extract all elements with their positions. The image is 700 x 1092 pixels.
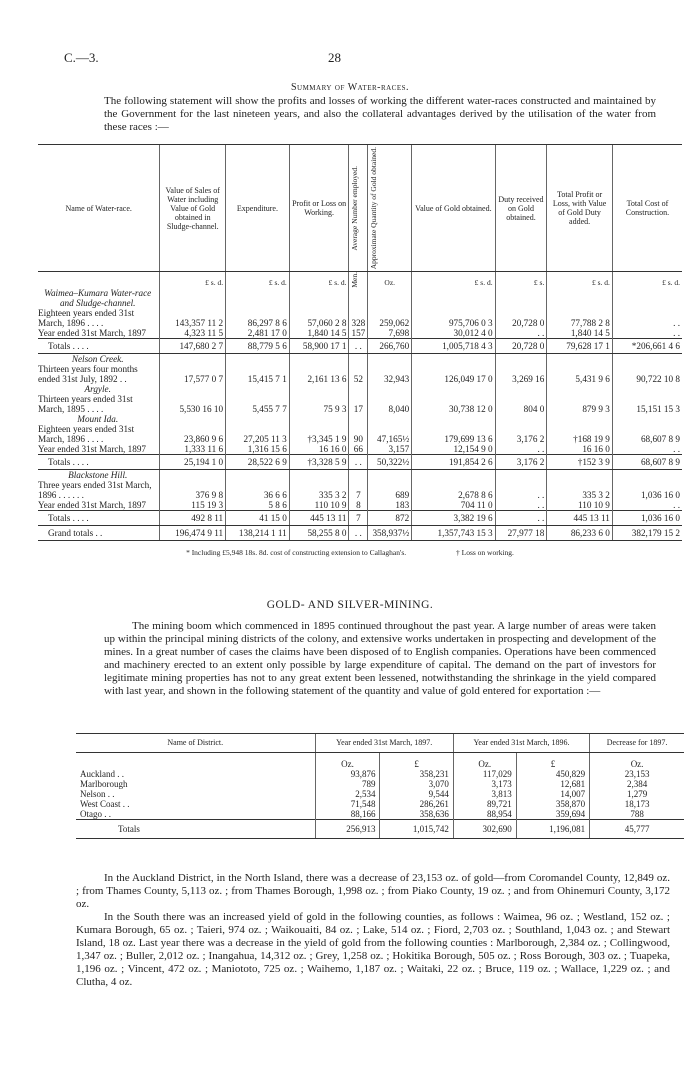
district-row <box>76 799 684 809</box>
water-race-period: Eighteen years ended 31st March, 1896 . . . . <box>38 423 135 444</box>
col-duty-header: Duty received on Gold obtained. <box>495 145 547 272</box>
cell-tprofit: †168 19 9 <box>547 414 613 444</box>
cell-value: 196,474 9 11 <box>160 525 226 540</box>
cell-profit: 445 13 11 <box>289 510 349 525</box>
water-race-period: Year ended 31st March, 1897 <box>38 327 147 338</box>
water-race-period: Grand totals . . <box>48 527 103 538</box>
water-race-name <box>38 384 160 414</box>
cell-men: 8 <box>349 500 368 511</box>
water-race-period: Totals . . . . <box>48 340 89 351</box>
district-val96: 359,694 <box>516 809 589 820</box>
district-oz97: 789 <box>315 779 380 789</box>
water-race-row <box>38 444 682 455</box>
cell-profit: †3,345 1 9 <box>289 414 349 444</box>
cell-qty: 32,943 <box>368 353 412 384</box>
gold-total-oz97: 256,913 <box>315 820 380 839</box>
district-row <box>76 789 684 799</box>
water-races-table <box>38 144 682 541</box>
gold-mining-paragraphs <box>76 872 670 989</box>
gold-mining-intro-text: The mining boom which commenced in 1895 continued throughout the past year. A large number of areas were taken up within the principal mining districts of the colony, and extensive works undertaken in prospecting and development of the mines. In a great number of cases the claims have been disposed of to English companies. Operations have been commenced and machinery erected to an extent only possible by large expenditure of capital. The demand on the part of investors for legitimate mining properties has not to any great extent been lessened, notwithstanding the shrinkage in the yield compared with last year, and shown in the following statement of the quantity and value of gold entered for exportation :— <box>104 620 656 697</box>
district-val97: 358,636 <box>380 809 453 820</box>
cell-qty: 266,760 <box>368 338 412 353</box>
col-qty-header-text: Approximate Quantity of Gold obtained. <box>369 147 379 270</box>
cell-men: . . <box>349 525 368 540</box>
cell-value: 115 19 3 <box>160 500 226 511</box>
year-1896-header: Year ended 31st March, 1896. <box>453 734 589 753</box>
water-table-header-row <box>38 145 682 272</box>
cell-value: 1,333 11 6 <box>160 444 226 455</box>
district-val97: 286,261 <box>380 799 453 809</box>
water-race-name <box>38 338 160 353</box>
cell-exp: 138,214 1 11 <box>226 525 290 540</box>
cell-duty: 3,176 2 <box>495 414 547 444</box>
cell-men: 7 <box>349 510 368 525</box>
cell-gold: 3,382 19 6 <box>412 510 495 525</box>
unit-lsd: £ s. d. <box>547 272 613 288</box>
cell-gold: 1,005,718 4 3 <box>412 338 495 353</box>
page-header <box>64 50 640 66</box>
district-oz97: 71,548 <box>315 799 380 809</box>
cell-duty: 20,728 0 <box>495 338 547 353</box>
district-oz96: 3,173 <box>453 779 516 789</box>
cell-duty: . . <box>495 469 547 500</box>
water-race-title: Waimea–Kumara Water-race and Sludge-channel. <box>44 287 152 308</box>
water-races-intro <box>104 95 656 134</box>
col-total-profit-header: Total Profit or Loss, with Value of Gold Duty added. <box>547 145 613 272</box>
cell-duty: . . <box>495 328 547 339</box>
water-race-name <box>38 525 160 540</box>
cell-gold: 179,699 13 6 <box>412 414 495 444</box>
gold-mining-intro <box>104 620 656 698</box>
water-race-title: Mount Ida. <box>77 413 119 424</box>
totals-row <box>38 338 682 353</box>
cell-exp: 5 8 6 <box>226 500 290 511</box>
col-men-header-text: Average Number employed. <box>350 165 360 251</box>
cell-value: 492 8 11 <box>160 510 226 525</box>
district-val96: 14,007 <box>516 789 589 799</box>
cell-qty: 3,157 <box>368 444 412 455</box>
unit-oz: Oz. <box>590 753 684 770</box>
cell-profit: 2,161 13 6 <box>289 353 349 384</box>
cell-tprofit: 1,840 14 5 <box>547 328 613 339</box>
cell-duty: 27,977 18 <box>495 525 547 540</box>
unit-men: Men. <box>350 272 360 288</box>
totals-row <box>38 510 682 525</box>
water-race-name <box>38 469 160 500</box>
gold-total-val96: 1,196,081 <box>516 820 589 839</box>
cell-exp: 86,297 8 6 <box>226 288 290 328</box>
cell-profit: 58,255 8 0 <box>289 525 349 540</box>
col-cost-header: Total Cost of Construction. <box>612 145 682 272</box>
cell-tprofit: 77,788 2 8 <box>547 288 613 328</box>
gold-table-body <box>76 769 684 820</box>
district-name: Auckland . . <box>80 769 124 779</box>
water-race-row <box>38 353 682 384</box>
unit-oz: Oz. <box>368 272 412 288</box>
cell-cost: 68,607 8 9 <box>612 454 682 469</box>
cell-qty: 358,937½ <box>368 525 412 540</box>
water-race-period: Thirteen years four months ended 31st July, 1892 . . <box>38 363 138 384</box>
district-dec: 1,279 <box>590 789 684 799</box>
cell-profit: 335 3 2 <box>289 469 349 500</box>
water-race-period: Year ended 31st March, 1897 <box>38 499 147 510</box>
cell-cost: 15,151 15 3 <box>612 384 682 414</box>
gold-mining-title: GOLD- AND SILVER-MINING. <box>266 599 434 611</box>
district-row <box>76 769 684 779</box>
footnote-dagger: † Loss on working. <box>456 548 514 557</box>
water-race-name <box>38 510 160 525</box>
cell-exp: 5,455 7 7 <box>226 384 290 414</box>
water-race-row <box>38 288 682 328</box>
cell-tprofit: 86,233 6 0 <box>547 525 613 540</box>
cell-exp: 1,316 15 6 <box>226 444 290 455</box>
water-race-period: Year ended 31st March, 1897 <box>38 443 147 454</box>
cell-value: 23,860 9 6 <box>160 414 226 444</box>
cell-tprofit: 445 13 11 <box>547 510 613 525</box>
cell-tprofit: 335 3 2 <box>547 469 613 500</box>
cell-cost: 382,179 15 2 <box>612 525 682 540</box>
cell-gold: 126,049 17 0 <box>412 353 495 384</box>
cell-tprofit: 16 16 0 <box>547 444 613 455</box>
water-race-title: Nelson Creek. <box>71 353 124 364</box>
cell-value: 17,577 0 7 <box>160 353 226 384</box>
cell-duty: 3,269 16 <box>495 353 547 384</box>
unit-pound: £ <box>380 753 453 770</box>
district-name: Otago . . <box>80 809 111 819</box>
cell-duty: 3,176 2 <box>495 454 547 469</box>
cell-gold: 1,357,743 15 3 <box>412 525 495 540</box>
cell-duty: 804 0 <box>495 384 547 414</box>
cell-tprofit: 5,431 9 6 <box>547 353 613 384</box>
cell-exp: 88,779 5 6 <box>226 338 290 353</box>
cell-profit: 57,060 2 8 <box>289 288 349 328</box>
document-reference: C.—3. <box>64 50 99 65</box>
cell-qty: 872 <box>368 510 412 525</box>
water-race-title: Blackstone Hill. <box>68 469 128 480</box>
cell-gold: 704 11 0 <box>412 500 495 511</box>
col-name-header: Name of Water-race. <box>38 145 160 272</box>
cell-tprofit: 110 10 9 <box>547 500 613 511</box>
cell-cost: . . <box>612 328 682 339</box>
district-name: Nelson . . <box>80 789 115 799</box>
gold-units-row <box>76 753 684 770</box>
cell-gold: 191,854 2 6 <box>412 454 495 469</box>
cell-qty: 47,165½ <box>368 414 412 444</box>
cell-value: 25,194 1 0 <box>160 454 226 469</box>
district-val96: 358,870 <box>516 799 589 809</box>
col-value-header: Value of Sales of Water including Value of Gold obtained in Sludge-channel. <box>160 145 226 272</box>
cell-duty: . . <box>495 510 547 525</box>
cell-gold: 30,012 4 0 <box>412 328 495 339</box>
unit-lsd: £ s. d. <box>160 272 226 288</box>
footnote-asterisk: * Including £5,948 18s. 8d. cost of constructing extension to Callaghan's. <box>186 548 407 557</box>
cell-cost: *206,661 4 6 <box>612 338 682 353</box>
water-races-intro-text: The following statement will show the profits and losses of working the different water-races constructed and maintained by the Government for the last nineteen years, and also the collateral advantages derived by the utilisation of the water from these races :— <box>104 95 656 133</box>
gold-total-val97: 1,015,742 <box>380 820 453 839</box>
district-dec: 23,153 <box>590 769 684 779</box>
district-oz97: 88,166 <box>315 809 380 820</box>
water-race-name <box>38 500 160 511</box>
page-number: 28 <box>328 50 341 65</box>
water-races-title: Summary of Water-races. <box>290 82 410 93</box>
cell-men: 66 <box>349 444 368 455</box>
cell-gold: 12,154 9 0 <box>412 444 495 455</box>
unit-oz: Oz. <box>315 753 380 770</box>
col-gold-value-header: Value of Gold obtained. <box>412 145 495 272</box>
cell-value: 376 9 8 <box>160 469 226 500</box>
cell-cost: 68,607 8 9 <box>612 414 682 444</box>
cell-men: 52 <box>349 353 368 384</box>
water-race-name <box>38 328 160 339</box>
cell-value: 4,323 11 5 <box>160 328 226 339</box>
cell-tprofit: 879 9 3 <box>547 384 613 414</box>
col-expenditure-header: Expenditure. <box>226 145 290 272</box>
district-val97: 9,544 <box>380 789 453 799</box>
district-oz96: 117,029 <box>453 769 516 779</box>
gold-totals-row <box>76 820 684 839</box>
cell-qty: 259,062 <box>368 288 412 328</box>
water-race-row <box>38 328 682 339</box>
unit-oz: Oz. <box>453 753 516 770</box>
unit-lsd: £ s. d. <box>226 272 290 288</box>
cell-men: . . <box>349 338 368 353</box>
water-race-name <box>38 454 160 469</box>
cell-tprofit: 79,628 17 1 <box>547 338 613 353</box>
south-paragraph: In the South there was an increased yield of gold in the following counties, as follows : Waimea, 96 oz. ; Westland, 152 oz. ; Kumara Borough, 65 oz. ; Taieri, 974 oz. ; Waikouaiti, 84 oz. ; Lake, 514 oz. ; Fiord, 2,703 oz. ; Southland, 1,043 oz. ; and Stewart Island, 18 oz. Last year there was a decrease in the yield of gold from the following counties : Marlborough, 2,384 oz. ; Collingwood, 1,347 oz. ; Buller, 2,012 oz. ; Inangahua, 14,312 oz. ; Grey, 1,258 oz. ; Hokitika Borough, 505 oz. ; Ross Borough, 303 oz. ; Tuapeka, 1,196 oz. ; Vincent, 472 oz. ; Maniototo, 725 oz. ; Waihemo, 1,187 oz. ; Waitaki, 22 oz. ; Bruce, 119 oz. ; Wallace, 1,229 oz. ; and Clutha, 4 oz. <box>76 911 670 988</box>
col-men-header <box>349 145 368 272</box>
district-oz97: 93,876 <box>315 769 380 779</box>
water-table-footnotes <box>0 548 700 557</box>
cell-exp: 27,205 11 3 <box>226 414 290 444</box>
cell-men: 17 <box>349 384 368 414</box>
cell-qty: 50,322½ <box>368 454 412 469</box>
cell-men: 157 <box>349 328 368 339</box>
cell-value: 143,357 11 2 <box>160 288 226 328</box>
district-dec: 2,384 <box>590 779 684 789</box>
cell-profit: 58,900 17 1 <box>289 338 349 353</box>
district-name: Marlborough <box>80 779 128 789</box>
district-val97: 3,070 <box>380 779 453 789</box>
cell-cost: . . <box>612 444 682 455</box>
cell-profit: 75 9 3 <box>289 384 349 414</box>
cell-value: 5,530 16 10 <box>160 384 226 414</box>
water-race-period: Three years ended 31st March, 1896 . . . . . . <box>38 479 152 500</box>
units-row <box>38 272 682 288</box>
cell-value: 147,680 2 7 <box>160 338 226 353</box>
cell-exp: 2,481 17 0 <box>226 328 290 339</box>
water-race-period: Thirteen years ended 31st March, 1895 . . . . <box>38 393 133 414</box>
auckland-paragraph: In the Auckland District, in the North Island, there was a decrease of 23,153 oz. of gold—from Coromandel County, 12,849 oz. ; from Thames County, 5,113 oz. ; from Thames Borough, 1,998 oz. ; from Piako County, 19 oz. ; and from Ohinemuri County, 3,172 oz. <box>76 872 670 910</box>
cell-duty: . . <box>495 500 547 511</box>
cell-profit: †3,328 5 9 <box>289 454 349 469</box>
cell-cost: . . <box>612 288 682 328</box>
water-race-row <box>38 500 682 511</box>
cell-gold: 975,706 0 3 <box>412 288 495 328</box>
water-table-body <box>38 288 682 541</box>
gold-export-table <box>76 733 684 839</box>
water-race-row <box>38 469 682 500</box>
water-race-row <box>38 384 682 414</box>
cell-men: 328 <box>349 288 368 328</box>
cell-men: 90 <box>349 414 368 444</box>
gold-totals-label: Totals <box>76 820 315 839</box>
district-row <box>76 809 684 820</box>
water-race-name <box>38 288 160 328</box>
unit-lsd: £ s. d. <box>289 272 349 288</box>
cell-cost: 90,722 10 8 <box>612 353 682 384</box>
gold-table-header-row <box>76 734 684 753</box>
cell-tprofit: †152 3 9 <box>547 454 613 469</box>
col-profit-header: Profit or Loss on Working. <box>289 145 349 272</box>
cell-gold: 2,678 8 6 <box>412 469 495 500</box>
totals-row <box>38 454 682 469</box>
district-val96: 450,829 <box>516 769 589 779</box>
water-race-period: Eighteen years ended 31st March, 1896 . . . . <box>38 307 135 328</box>
district-oz96: 3,813 <box>453 789 516 799</box>
unit-lsd: £ s. d. <box>412 272 495 288</box>
water-race-name <box>38 444 160 455</box>
cell-profit: 16 16 0 <box>289 444 349 455</box>
district-header: Name of District. <box>76 734 315 753</box>
cell-exp: 36 6 6 <box>226 469 290 500</box>
water-race-period: Totals . . . . <box>48 512 89 523</box>
cell-men: . . <box>349 454 368 469</box>
unit-ls: £ s. <box>495 272 547 288</box>
district-name: West Coast . . <box>80 799 130 809</box>
cell-men: 7 <box>349 469 368 500</box>
district-oz96: 89,721 <box>453 799 516 809</box>
cell-qty: 689 <box>368 469 412 500</box>
decrease-header: Decrease for 1897. <box>590 734 684 753</box>
unit-lsd: £ s. d. <box>612 272 682 288</box>
cell-duty: . . <box>495 444 547 455</box>
district-val96: 12,681 <box>516 779 589 789</box>
cell-exp: 28,522 6 9 <box>226 454 290 469</box>
cell-gold: 30,738 12 0 <box>412 384 495 414</box>
water-race-title: Argyle. <box>84 383 111 394</box>
year-1897-header: Year ended 31st March, 1897. <box>315 734 453 753</box>
grand-totals-row <box>38 525 682 540</box>
water-race-name <box>38 353 160 384</box>
district-dec: 18,173 <box>590 799 684 809</box>
district-row <box>76 779 684 789</box>
cell-cost: . . <box>612 500 682 511</box>
cell-profit: 110 10 9 <box>289 500 349 511</box>
water-race-period: Totals . . . . <box>48 456 89 467</box>
water-race-row <box>38 414 682 444</box>
district-oz97: 2,534 <box>315 789 380 799</box>
cell-exp: 15,415 7 1 <box>226 353 290 384</box>
gold-total-oz96: 302,690 <box>453 820 516 839</box>
gold-total-decrease: 45,777 <box>590 820 684 839</box>
unit-pound: £ <box>516 753 589 770</box>
cell-cost: 1,036 16 0 <box>612 469 682 500</box>
district-oz96: 88,954 <box>453 809 516 820</box>
water-race-name <box>38 414 160 444</box>
cell-cost: 1,036 16 0 <box>612 510 682 525</box>
district-val97: 358,231 <box>380 769 453 779</box>
district-dec: 788 <box>590 809 684 820</box>
col-qty-header <box>368 145 412 272</box>
cell-duty: 20,728 0 <box>495 288 547 328</box>
cell-qty: 7,698 <box>368 328 412 339</box>
cell-qty: 183 <box>368 500 412 511</box>
cell-profit: 1,840 14 5 <box>289 328 349 339</box>
cell-exp: 41 15 0 <box>226 510 290 525</box>
cell-qty: 8,040 <box>368 384 412 414</box>
